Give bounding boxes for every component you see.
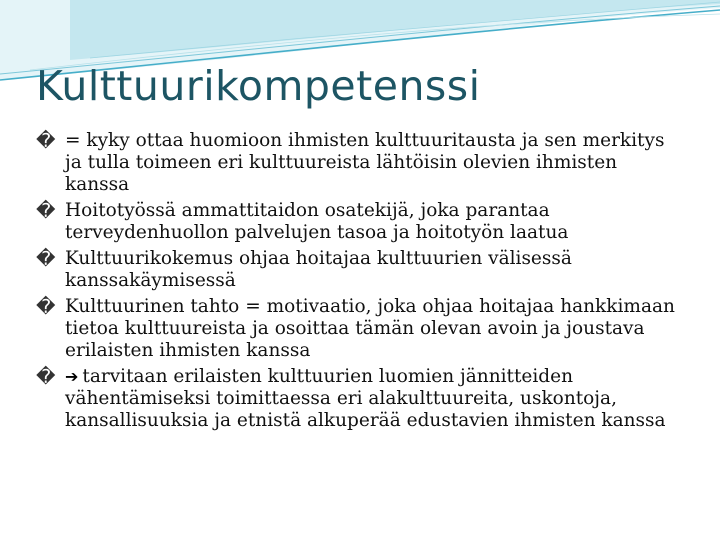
bullet-text: Kulttuurikokemus ohjaa hoitajaa kulttuurien välisessä kanssakäymisessä [65, 248, 572, 291]
bullet-glyph: � [36, 366, 56, 388]
bullet-item [36, 130, 686, 196]
bullet-glyph: � [36, 200, 56, 222]
slide-title: Kulttuurikompetenssi [36, 62, 481, 110]
bullet-item [36, 248, 686, 292]
bullet-text: tarvitaan erilaisten kulttuurien luomien jännitteiden vähentämiseksi toimittaessa eri alakulttuureita, uskontoja, kansallisuuksia ja etnistä alkuperää edustavien ihmisten kanssa [65, 366, 666, 431]
bullet-item [36, 366, 686, 432]
bullet-text: Hoitotyössä ammattitaidon osatekijä, joka parantaa terveydenhuollon palvelujen tasoa ja hoitotyön laatua [65, 200, 569, 243]
bullet-item [36, 296, 686, 362]
bullet-text: = kyky ottaa huomioon ihmisten kulttuuritausta ja sen merkitys ja tulla toimeen eri kulttuureista lähtöisin olevien ihmisten kanssa [65, 130, 665, 195]
bullet-glyph: � [36, 296, 56, 318]
arrow-right-icon: ➔ [65, 367, 79, 386]
bullet-glyph: � [36, 130, 56, 152]
bullet-list [36, 130, 686, 436]
bullet-text: Kulttuurinen tahto = motivaatio, joka ohjaa hoitajaa hankkimaan tietoa kulttuureista ja osoittaa tämän olevan avoin ja joustava erilaisten ihmisten kanssa [65, 296, 675, 361]
bullet-item [36, 200, 686, 244]
bullet-glyph: � [36, 248, 56, 270]
